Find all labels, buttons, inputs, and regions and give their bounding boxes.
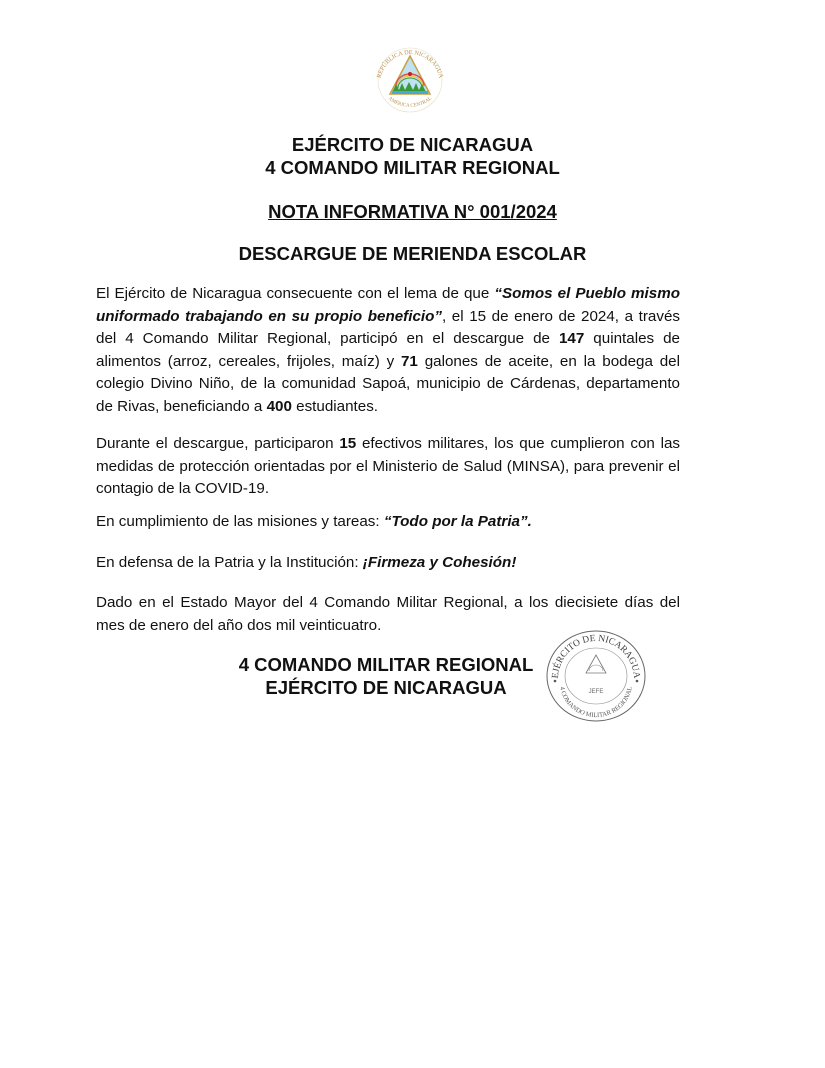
svg-text:JEFE: JEFE bbox=[588, 689, 604, 695]
svg-text:EJÉRCITO DE NICARAGUA: EJÉRCITO DE NICARAGUA bbox=[550, 633, 642, 679]
quintales-count: 147 bbox=[558, 330, 585, 348]
motto-quote: “Somos el Pueblo mismo uniformado trabajando en su propio beneficio” bbox=[96, 285, 680, 325]
oil-gallons-count: 71 bbox=[400, 352, 418, 370]
command-name: 4 COMANDO MILITAR REGIONAL bbox=[265, 157, 560, 178]
signature-organization: EJÉRCITO DE NICARAGUA bbox=[265, 677, 507, 698]
personnel-count: 15 bbox=[339, 435, 357, 452]
defense-motto: ¡Firmeza y Cohesión! bbox=[362, 554, 517, 571]
paragraph-closing: Dado en el Estado Mayor del 4 Comando Militar Regional, a los diecisiete días del mes de enero del año dos mil veinticuatro. bbox=[96, 594, 680, 634]
organization-heading bbox=[0, 133, 825, 179]
students-count: 400 bbox=[266, 397, 292, 415]
paragraph-participants: Durante el descargue, participaron 15 efectivos militares, los que cumplieron con las medidas de protección orientadas por el Ministerio de Salud (MINSA), para prevenir el contagio de la COVID-19. bbox=[96, 435, 681, 498]
svg-text:REPÚBLICA DE NICARAGUA: REPÚBLICA DE NICARAGUA bbox=[375, 48, 445, 79]
paragraph-defense: En defensa de la Patria y la Institución: ¡Firmeza y Cohesión! bbox=[96, 554, 517, 571]
paragraph-mission: En cumplimiento de las misiones y tareas: “Todo por la Patria”. bbox=[96, 513, 532, 530]
svg-text:AMÉRICA CENTRAL: AMÉRICA CENTRAL bbox=[387, 96, 434, 109]
paragraph-summary: El Ejército de Nicaragua consecuente con el lema de que “Somos el Pueblo mismo uniformado trabajando en su propio beneficio”, el 15 de enero de 2024, a través del 4 Comando Militar Regional, participó en el descargue de 147 quintales de alimentos (arroz, cereales, frijoles, maíz) y 71 galones de aceite, en la bodega del colegio Divino Niño, de la comunidad Sapoá, municipio de Cárdenas, departamento de Rivas, beneficiando a 400 estudiantes. bbox=[96, 285, 680, 415]
organization-name: EJÉRCITO DE NICARAGUA bbox=[291, 134, 534, 155]
official-stamp-icon bbox=[544, 629, 648, 723]
note-title: NOTA INFORMATIVA N° 001/2024 bbox=[268, 201, 557, 222]
signature-command: 4 COMANDO MILITAR REGIONAL bbox=[238, 654, 534, 675]
subject-heading: DESCARGUE DE MERIENDA ESCOLAR bbox=[238, 243, 587, 264]
mission-motto: “Todo por la Patria”. bbox=[383, 513, 532, 530]
coat-of-arms-icon bbox=[368, 44, 452, 114]
svg-text:4 COMANDO MILITAR REGIONAL: 4 COMANDO MILITAR REGIONAL bbox=[558, 686, 634, 720]
signature-block bbox=[230, 653, 542, 699]
